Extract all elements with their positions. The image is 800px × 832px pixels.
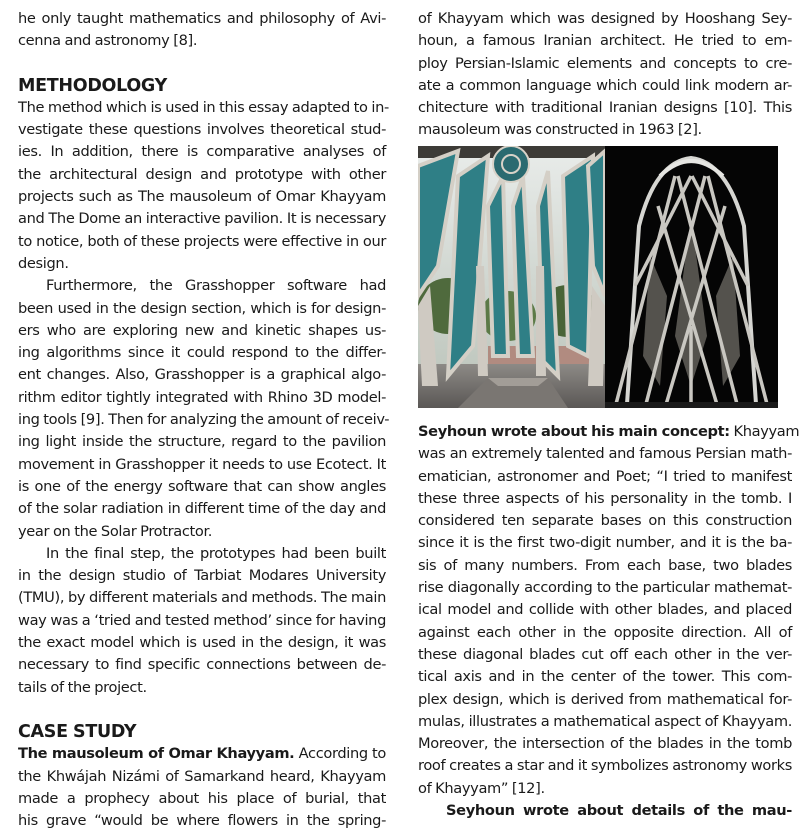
body-line: roof creates a star and it symbolizes astronomy works [418,757,792,775]
right-column-top [418,8,792,142]
body-line: since it is the first two-digit number, and it is the ba- [418,534,792,552]
mausoleum-structure-photo [605,146,778,408]
mausoleum-figure [418,146,778,408]
body-line: been used in the design section, which is for design- [18,299,386,317]
methodology-paragraph-1 [18,97,389,275]
case-study-paragraph [18,743,386,832]
body-line: Furthermore, the Grasshopper software had [46,277,386,295]
right-column-bottom [418,421,800,822]
body-line: ematician, astronomer and Poet; “I tried to manifest [418,467,792,485]
body-line: chitecture with traditional Iranian designs [10]. This [418,99,792,117]
body-line: considered ten separate bases on this construction [418,512,792,530]
concept-runin-title: Seyhoun wrote about his main concept: [418,423,730,440]
body-line: plex design, which is derived from mathematical for- [418,690,792,708]
body-line: and The Dome an interactive pavilion. It is necessary [18,210,386,228]
body-line: way was a ‘tried and tested method’ since for having [18,611,386,629]
structure-photo-illustration [605,146,778,408]
methodology-paragraph-2 [18,275,390,543]
body-line: the Khwájah Nizámi of Samarkand heard, Khayyam [18,767,386,785]
body-line: of Khayyam” [12]. [418,779,545,797]
methodology-paragraph-3 [18,543,386,699]
body-line: ploy Persian-Islamic elements and concepts to cre- [418,54,792,72]
body-line: vestigate these questions involves theoretical stud- [18,121,386,139]
body-line: rithm editor tightly integrated with Rhino 3D model- [18,388,386,406]
body-line: these three aspects of his personality in the tomb. I [418,489,792,507]
body-line: of Khayyam which was designed by Hooshang Sey- [418,10,792,27]
body-line: projects such as The mausoleum of Omar Khayyam [18,188,386,206]
case-study-runin-title: The mausoleum of Omar Khayyam. [18,745,295,763]
body-line: against each other in the opposite direction. All of [418,623,792,641]
body-line: mausoleum was constructed in 1963 [2]. [418,121,702,139]
body-line: design. [18,254,69,272]
body-line: these diagonal blades cut off each other in the ver- [418,645,792,663]
body-line: ate a common language which could link modern ar- [418,76,792,94]
body-line: year on the Solar Protractor. [18,522,213,540]
body-line [418,800,792,822]
body-line: ing algorithms since it could respond to the differ- [18,344,386,362]
body-line [418,421,800,443]
concept-paragraph [418,421,800,800]
body-line: ers who are exploring new and kinetic shapes us- [18,321,386,339]
interior-photo-illustration [418,146,605,408]
body-line: rise diagonally according to the particular mathemat- [418,579,792,597]
body-line: mulas, illustrates a mathematical aspect of Khayyam. [418,712,792,730]
body-line: ing tools [9]. Then for analyzing the amount of receiv- [18,411,390,429]
body-text: Khayyam [729,423,800,440]
body-line: his grave “would be where flowers in the spring- [18,812,386,830]
body-line: the architectural design and prototype with other [18,165,386,183]
body-line: is one of the energy software that can show angles [18,477,386,495]
mausoleum-interior-photo [418,146,605,408]
body-line: cenna and astronomy [8]. [18,32,198,50]
body-line: he only taught mathematics and philosophy of Avi- [18,10,386,27]
body-line: tails of the project. [18,678,147,696]
section-heading-methodology: METHODOLOGY [18,75,167,96]
body-line: necessary to find specific connections between de- [18,656,386,674]
body-line: of the solar radiation in different time of the day and [18,500,386,518]
body-text: According to [294,745,386,763]
details-runin-title: Seyhoun wrote about details of the mau- [446,802,792,820]
body-line: in the design studio of Tarbiat Modares University [18,567,386,585]
section-heading-case-study: CASE STUDY [18,721,137,742]
body-line: (TMU), by different materials and methods. The main [18,589,386,607]
body-line: houn, a famous Iranian architect. He tried to em- [418,32,792,50]
left-column [18,8,390,832]
body-line: ical model and collide with other blades, and placed [418,601,792,619]
body-line: ent changes. Also, Grasshopper is a graphical algo- [18,366,386,384]
body-line: The method which is used in this essay adapted to in- [18,98,389,116]
body-line: tical axis and in the center of the tower. This com- [418,668,792,686]
body-line: ies. In addition, there is comparative analyses of [18,143,386,161]
body-line: made a prophecy about his place of burial, that [18,789,386,807]
body-line: ing light inside the structure, regard to the pavilion [18,433,386,451]
body-line: movement in Grasshopper it needs to use Ecotect. It [18,455,386,473]
body-line [18,743,386,765]
body-line: to notice, both of these projects were effective in our [18,232,386,250]
body-line: sis of many numbers. From each base, two blades [418,556,792,574]
body-line: was an extremely talented and famous Persian math- [418,445,792,463]
body-line: In the final step, the prototypes had been built [46,544,386,562]
body-line: the exact model which is used in the design, it was [18,634,386,652]
details-paragraph [418,800,792,822]
body-line: Moreover, the intersection of the blades in the tomb [418,735,792,753]
